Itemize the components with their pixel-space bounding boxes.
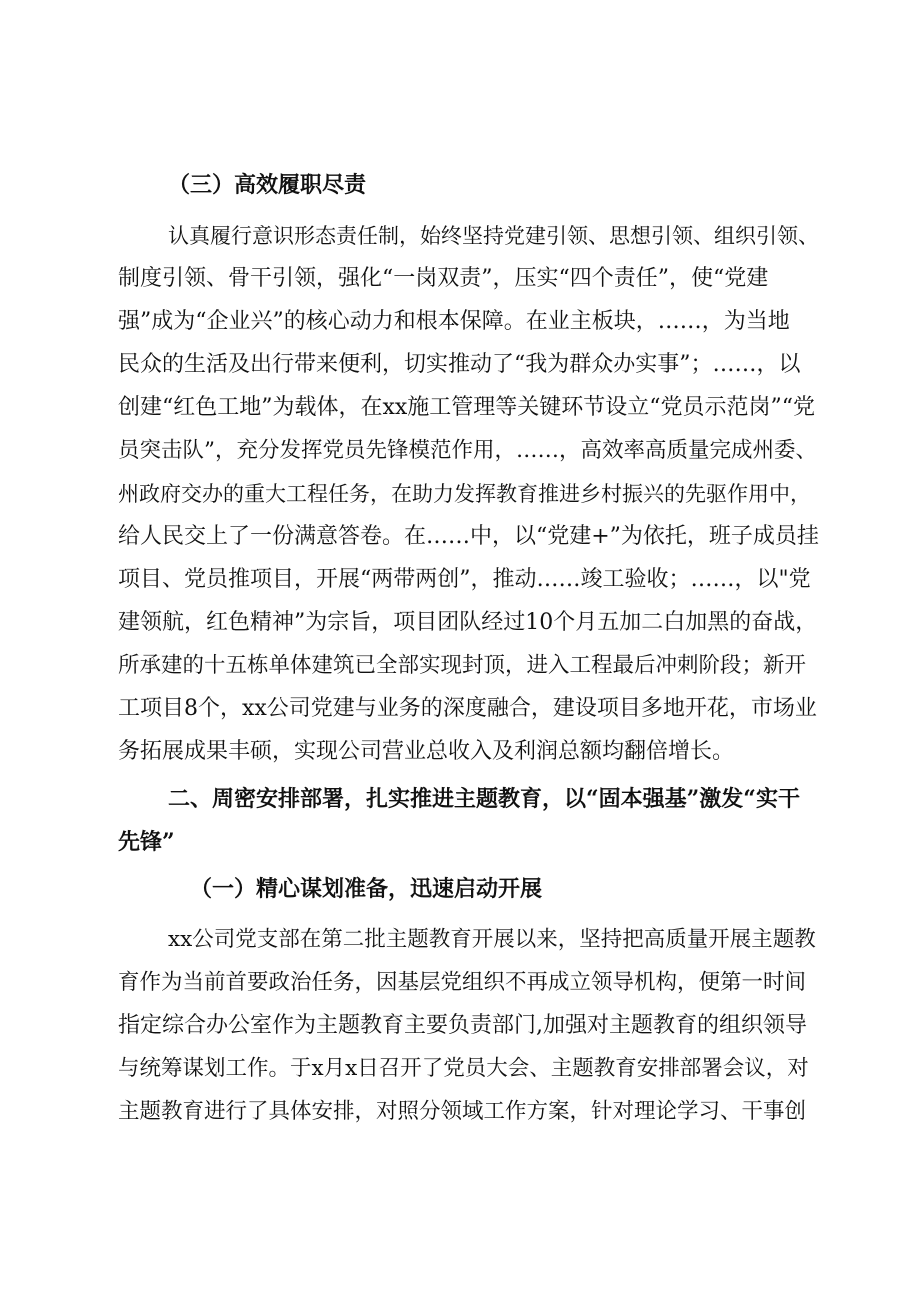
paragraph-line: 与统筹谋划工作。于x月x日召开了党员大会、主题教育安排部署会议，对	[118, 1056, 809, 1081]
paragraph-line: 工项目8个，xx公司党建与业务的深度融合，建设项目多地开花，市场业	[118, 696, 817, 721]
section-heading-line: 先锋”	[118, 829, 175, 855]
paragraph-line: 项目、党员推项目，开展“两带两创”，推动……竣工验收；……，以"党	[118, 567, 811, 592]
paragraph-line: 创建“红色工地”为载体，在xx施工管理等关键环节设立“党员示范岗”“党	[118, 395, 816, 420]
paragraph-line: xx公司党支部在第二批主题教育开展以来，坚持把高质量开展主题教	[168, 927, 816, 952]
paragraph-line: 育作为当前首要政治任务，因基层党组织不再成立领导机构，便第一时间	[118, 970, 807, 995]
paragraph-line: 给人民交上了一份满意答卷。在……中，以“党建+”为依托，班子成员挂	[118, 524, 819, 549]
paragraph-line: 民众的生活及出行带来便利，切实推动了“我为群众办实事”；……，以	[118, 352, 801, 377]
paragraph-line: 所承建的十五栋单体建筑已全部实现封顶，进入工程最后冲刺阶段；新开	[118, 653, 807, 678]
paragraph-line: 务拓展成果丰硕，实现公司营业总收入及利润总额均翻倍增长。	[118, 739, 735, 764]
paragraph-line: 制度引领、骨干引领，强化“一岗双责”，压实“四个责任”，使“党建	[118, 266, 769, 291]
paragraph-line: 主题教育进行了具体安排，对照分领域工作方案，针对理论学习、干事创	[118, 1099, 807, 1124]
paragraph-line: 员突击队”，充分发挥党员先锋模范作用，……，高效率高质量完成州委、	[118, 438, 817, 463]
section-heading-efficient-duty: （三）高效履职尽责	[168, 172, 367, 198]
paragraph-line: 指定综合办公室作为主题教育主要负责部门,加强对主题教育的组织领导	[118, 1013, 807, 1038]
paragraph-line: 认真履行意识形态责任制，始终坚持党建引领、思想引领、组织引领、	[168, 224, 819, 248]
section-heading-line: 二、周密安排部署，扎实推进主题教育，以“固本强基”激发“实干	[168, 786, 800, 812]
subsection-heading-planning: （一）精心谋划准备，迅速启动开展	[190, 876, 543, 902]
paragraph-line: 强”成为“企业兴”的核心动力和根本保障。在业主板块，……，为当地	[118, 309, 790, 334]
paragraph-line: 州政府交办的重大工程任务，在助力发挥教育推进乡村振兴的先驱作用中，	[118, 482, 811, 506]
paragraph-line: 建领航，红色精神”为宗旨，项目团队经过10个月五加二白加黑的奋战，	[118, 610, 818, 635]
